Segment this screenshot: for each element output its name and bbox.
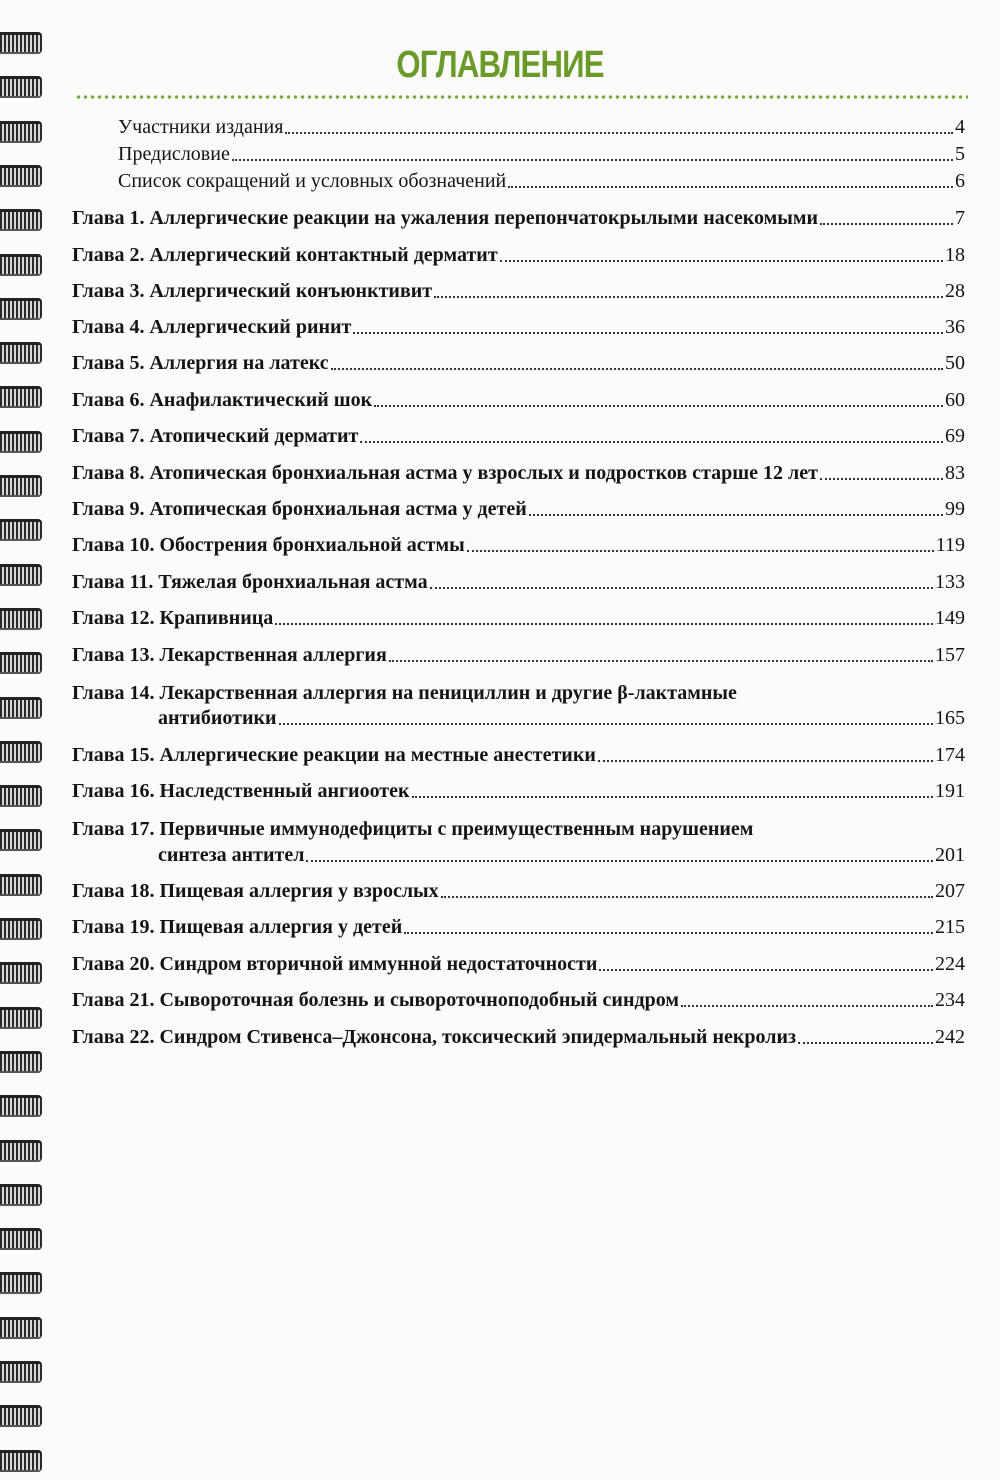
toc-entry-chapter[interactable] (72, 423, 965, 449)
toc-entry-label: Участники издания (118, 116, 284, 138)
binding-ring (0, 1007, 42, 1029)
toc-entry-chapter[interactable] (72, 778, 965, 804)
toc-entry-chapter[interactable] (72, 842, 965, 868)
binding-ring (0, 386, 42, 408)
toc-entry-chapter[interactable] (72, 387, 965, 413)
toc-entry-label: Глава 2. Аллергический контактный дерматит (72, 244, 498, 266)
dot-leader (353, 332, 943, 334)
toc-entry-page: 5 (955, 143, 965, 165)
toc-entry-chapter[interactable] (72, 460, 965, 486)
toc-entry-page: 28 (945, 280, 965, 302)
toc-entry-label: Глава 3. Аллергический конъюнктивит (72, 280, 433, 302)
dot-leader (374, 405, 943, 407)
toc-entry-chapter[interactable] (72, 987, 965, 1013)
binding-ring (0, 1450, 42, 1472)
binding-ring (0, 1140, 42, 1162)
toc-entry-label-continued: антибиотики (158, 707, 277, 729)
dot-leader (275, 623, 933, 625)
binding-ring (0, 165, 42, 187)
dot-leader (404, 932, 933, 934)
dot-leader (467, 550, 934, 552)
toc-entry-label: Глава 15. Аллергические реакции на местные анестетики (72, 744, 596, 766)
binding-ring (0, 298, 42, 320)
toc-entry-label: Глава 13. Лекарственная аллергия (72, 644, 387, 666)
binding-ring (0, 741, 42, 763)
toc-entry-page: 50 (945, 352, 965, 374)
dot-leader (820, 478, 943, 480)
toc-entry-page: 18 (945, 244, 965, 266)
toc-entry-chapter[interactable] (72, 314, 965, 340)
dot-leader (500, 260, 943, 262)
toc-entry-page: 174 (935, 744, 965, 766)
binding-ring (0, 519, 42, 541)
toc-entry-label: Глава 5. Аллергия на латекс (72, 352, 329, 374)
dotted-divider (75, 95, 968, 99)
dot-leader (279, 723, 933, 725)
toc-entry-page: 4 (955, 116, 965, 138)
toc-entry-chapter[interactable] (72, 705, 965, 731)
dot-leader (412, 796, 933, 798)
toc-entry-label: Глава 11. Тяжелая бронхиальная астма (72, 571, 428, 593)
binding-ring (0, 564, 42, 586)
binding-ring (0, 1095, 42, 1117)
binding-ring (0, 121, 42, 143)
toc-entry-page: 36 (945, 316, 965, 338)
toc-entry-chapter[interactable] (72, 205, 965, 231)
toc-entry-label: Глава 6. Анафилактический шок (72, 389, 373, 411)
toc-entry-page: 207 (935, 880, 965, 902)
toc-entry-page: 157 (935, 644, 965, 666)
toc-entry-page: 234 (935, 989, 965, 1011)
toc-entry-page: 7 (955, 207, 965, 229)
spiral-binding (0, 0, 48, 1480)
binding-ring (0, 1228, 42, 1250)
binding-ring (0, 874, 42, 896)
toc-entry-chapter[interactable] (72, 496, 965, 522)
toc-entry-label: Глава 16. Наследственный ангиоотек (72, 780, 410, 802)
toc-entry-page: 119 (935, 534, 965, 556)
toc-entry-chapter[interactable] (72, 350, 965, 376)
binding-ring (0, 1051, 42, 1073)
dot-leader (798, 1042, 933, 1044)
toc-entry-label: Глава 18. Пищевая аллергия у взрослых (72, 880, 439, 902)
toc-entry-label: Глава 9. Атопическая бронхиальная астма у детей (72, 498, 527, 520)
toc-entry-label: Глава 22. Синдром Стивенса–Джонсона, токсический эпидермальный некролиз (72, 1026, 797, 1048)
dot-leader (331, 368, 943, 370)
binding-ring (0, 209, 42, 231)
toc-entry-front[interactable] (72, 141, 965, 167)
dot-leader (430, 587, 933, 589)
toc-entry-label: Предисловие (118, 143, 230, 165)
dot-leader (232, 159, 953, 161)
toc-entry-label: Глава 1. Аллергические реакции на ужаления перепончатокрылыми насекомыми (72, 207, 818, 229)
toc-entry-label: Глава 10. Обострения бронхиальной астмы (72, 534, 465, 556)
binding-ring (0, 32, 42, 54)
toc-entry-page: 201 (935, 844, 965, 866)
toc-entry-label-continued: синтеза антител (158, 844, 305, 866)
toc-entry-chapter[interactable] (72, 532, 965, 558)
toc-entry-label: Глава 21. Сывороточная болезнь и сывороточноподобный синдром (72, 989, 679, 1011)
toc-entry-label: Глава 12. Крапивница (72, 607, 274, 629)
toc-entry-chapter[interactable] (72, 642, 965, 668)
dot-leader (599, 969, 933, 971)
toc-entry-page: 83 (945, 462, 965, 484)
toc-entry-chapter[interactable] (72, 951, 965, 977)
toc-entry-chapter[interactable] (72, 742, 965, 768)
toc-entry-page: 99 (945, 498, 965, 520)
binding-ring (0, 918, 42, 940)
toc-entry-front[interactable] (72, 168, 965, 194)
binding-ring (0, 1272, 42, 1294)
toc-entry-label: Глава 4. Аллергический ринит (72, 316, 352, 338)
dot-leader (598, 760, 933, 762)
binding-ring (0, 254, 42, 276)
dot-leader (389, 660, 933, 662)
toc-entry-label: Глава 19. Пищевая аллергия у детей (72, 916, 403, 938)
dot-leader (508, 186, 953, 188)
toc-entry-chapter[interactable] (72, 569, 965, 595)
toc-entry-label: Глава 20. Синдром вторичной иммунной недостаточности (72, 953, 598, 975)
toc-entry-page: 191 (935, 780, 965, 802)
dot-leader (529, 514, 943, 516)
binding-ring (0, 1184, 42, 1206)
toc-entry-page: 133 (935, 571, 965, 593)
dot-leader (441, 896, 933, 898)
toc-entry-label: Глава 14. Лекарственная аллергия на пенициллин и другие β-лактамные (72, 682, 737, 704)
binding-ring (0, 829, 42, 851)
binding-ring (0, 342, 42, 364)
binding-ring (0, 962, 42, 984)
toc-entry-chapter[interactable] (72, 1024, 965, 1050)
toc-entry-label: Глава 7. Атопический дерматит (72, 425, 359, 447)
page-title: ОГЛАВЛЕНИЕ (396, 44, 604, 86)
binding-ring (0, 697, 42, 719)
binding-ring (0, 1405, 42, 1427)
toc-entry-chapter[interactable] (72, 914, 965, 940)
toc-entry-page: 242 (935, 1026, 965, 1048)
dot-leader (820, 223, 953, 225)
toc-entry-label: Глава 17. Первичные иммунодефициты с преимущественным нарушением (72, 818, 754, 840)
toc-entry-page: 165 (935, 707, 965, 729)
dot-leader (285, 132, 953, 134)
toc-entry-page: 6 (955, 170, 965, 192)
binding-ring (0, 431, 42, 453)
toc-entry-page: 69 (945, 425, 965, 447)
dot-leader (681, 1005, 933, 1007)
dot-leader (306, 860, 933, 862)
toc-entry-label: Список сокращений и условных обозначений (118, 170, 507, 192)
binding-ring (0, 785, 42, 807)
dot-leader (434, 296, 943, 298)
toc-entry-page: 224 (935, 953, 965, 975)
dot-leader (360, 441, 943, 443)
binding-ring (0, 608, 42, 630)
binding-ring (0, 76, 42, 98)
toc-entry-page: 149 (935, 607, 965, 629)
toc-entry-chapter[interactable] (72, 605, 965, 631)
toc-entry-front[interactable] (72, 114, 965, 140)
toc-entry-page: 215 (935, 916, 965, 938)
binding-ring (0, 475, 42, 497)
binding-ring (0, 1361, 42, 1383)
toc-entry-label: Глава 8. Атопическая бронхиальная астма у взрослых и подростков старше 12 лет (72, 462, 818, 484)
binding-ring (0, 652, 42, 674)
toc-entry-chapter[interactable] (72, 278, 965, 304)
toc-entry-page: 60 (945, 389, 965, 411)
binding-ring (0, 1317, 42, 1339)
toc-entry-chapter[interactable] (72, 242, 965, 268)
toc-entry-chapter[interactable] (72, 878, 965, 904)
